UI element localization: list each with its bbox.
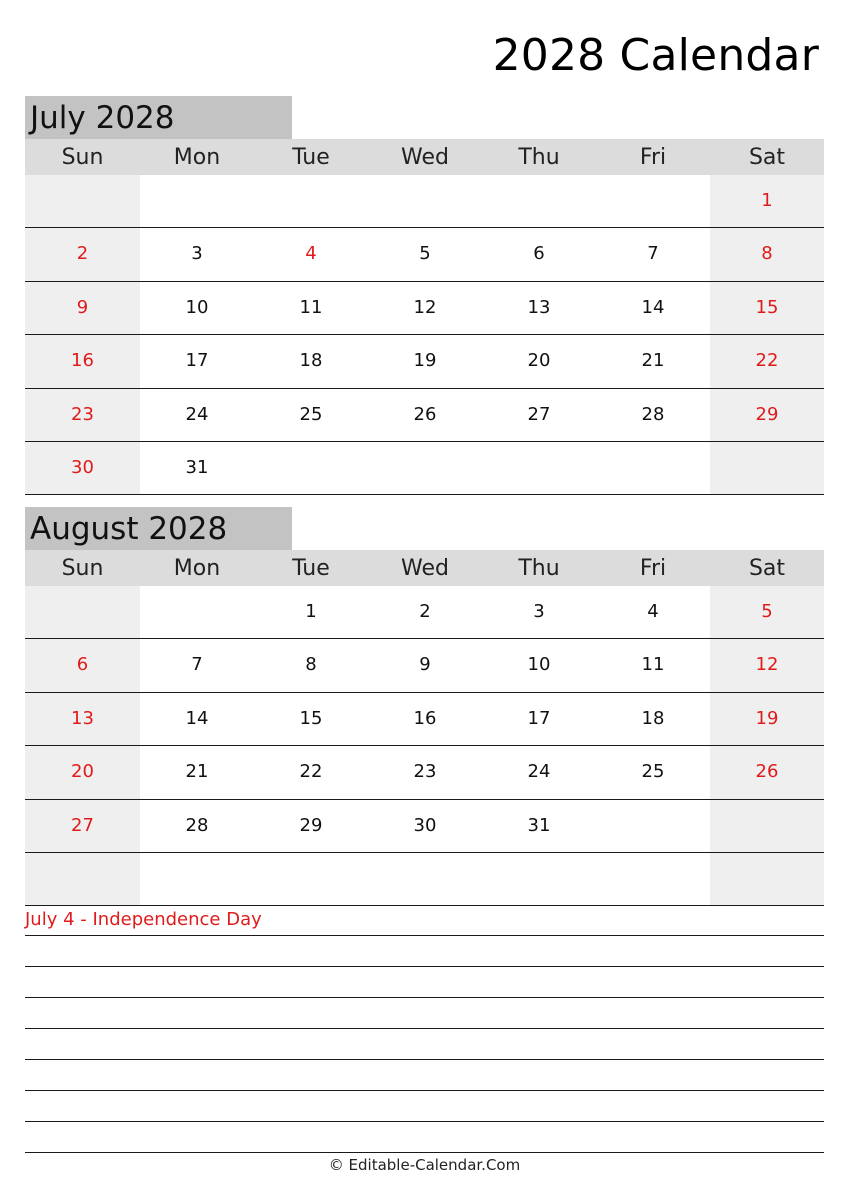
note-line [25, 967, 824, 998]
day-cell [254, 175, 368, 227]
day-cell: 29 [710, 389, 824, 441]
weekday-label: Wed [401, 145, 449, 170]
week-row [25, 228, 824, 281]
day-cell: 9 [25, 282, 140, 334]
weekday-label: Thu [518, 556, 560, 581]
weekday-label: Tue [292, 556, 330, 581]
day-cell: 2 [25, 228, 140, 280]
day-cell: 11 [641, 654, 665, 676]
day-cell: 14 [641, 296, 665, 318]
day-cell [368, 853, 482, 905]
day-cell [140, 175, 254, 227]
day-cell: 30 [413, 814, 437, 836]
day-cell: 29 [299, 814, 323, 836]
day-cell: 21 [641, 350, 665, 372]
day-cell: 31 [527, 814, 551, 836]
day-cell [254, 853, 368, 905]
weekday-label: Mon [173, 145, 221, 170]
day-cell: 12 [710, 639, 824, 691]
day-cell: 8 [305, 654, 317, 676]
week-row [25, 442, 824, 495]
note-line [25, 1060, 824, 1091]
day-cell: 7 [191, 654, 203, 676]
day-cell [596, 442, 710, 494]
weekday-label: Wed [401, 556, 449, 581]
day-cell: 23 [413, 761, 437, 783]
day-cell: 1 [710, 175, 824, 227]
day-cell: 16 [25, 335, 140, 387]
day-cell: 23 [25, 389, 140, 441]
weekday-label: Fri [639, 145, 667, 170]
day-cell: 1 [305, 601, 317, 622]
day-cell: 15 [299, 707, 323, 729]
day-cell: 3 [191, 243, 203, 265]
day-cell [140, 853, 254, 905]
day-cell: 24 [185, 403, 209, 425]
day-cell [596, 853, 710, 905]
day-cell: 26 [710, 746, 824, 798]
day-cell: 7 [647, 243, 659, 265]
note-line [25, 1029, 824, 1060]
month-title: July 2028 [25, 96, 292, 139]
month-july [25, 96, 824, 495]
weekday-label: Mon [173, 556, 221, 581]
weekday-label: Sun [61, 556, 104, 581]
day-cell: 12 [413, 296, 437, 318]
day-cell: 13 [25, 693, 140, 745]
note-line: July 4 - Independence Day [25, 905, 824, 936]
day-cell [25, 175, 140, 227]
day-cell: 10 [185, 296, 209, 318]
day-cell: 27 [25, 800, 140, 852]
day-cell: 6 [25, 639, 140, 691]
weekday-label: Fri [639, 556, 667, 581]
day-cell [368, 175, 482, 227]
note-line [25, 1122, 824, 1153]
week-row [25, 175, 824, 228]
day-cell: 17 [185, 350, 209, 372]
month-title: August 2028 [25, 507, 292, 550]
week-row [25, 746, 824, 799]
weekday-header [25, 139, 824, 175]
month-grid [25, 586, 824, 906]
day-cell: 2 [419, 601, 431, 622]
day-cell [482, 442, 596, 494]
weekday-label: Sat [748, 145, 786, 170]
week-row [25, 693, 824, 746]
day-cell: 14 [185, 707, 209, 729]
week-row [25, 800, 824, 853]
page-title: 2028 Calendar [492, 30, 819, 81]
day-cell: 17 [527, 707, 551, 729]
day-cell [710, 442, 824, 494]
weekday-label: Sun [61, 145, 104, 170]
day-cell: 5 [419, 243, 431, 265]
day-cell [25, 586, 140, 638]
notes-section [25, 905, 824, 1153]
day-cell: 13 [527, 296, 551, 318]
day-cell: 19 [413, 350, 437, 372]
day-cell [25, 853, 140, 905]
day-cell: 31 [185, 456, 209, 478]
day-cell: 24 [527, 761, 551, 783]
day-cell: 26 [413, 403, 437, 425]
day-cell: 4 [647, 601, 659, 622]
day-cell: 18 [641, 707, 665, 729]
month-grid [25, 175, 824, 495]
day-cell: 11 [299, 296, 323, 318]
month-august [25, 507, 824, 906]
day-cell: 28 [185, 814, 209, 836]
footer-credit: © Editable-Calendar.Com [328, 1156, 521, 1174]
day-cell: 22 [710, 335, 824, 387]
week-row [25, 335, 824, 388]
weekday-label: Thu [518, 145, 560, 170]
note-line [25, 1091, 824, 1122]
day-cell: 9 [419, 654, 431, 676]
week-row [25, 586, 824, 639]
week-row [25, 639, 824, 692]
note-line [25, 936, 824, 967]
weekday-label: Sat [748, 556, 786, 581]
day-cell: 20 [25, 746, 140, 798]
day-cell: 4 [305, 243, 317, 265]
day-cell [482, 853, 596, 905]
week-row [25, 853, 824, 906]
note-line [25, 998, 824, 1029]
day-cell: 18 [299, 350, 323, 372]
day-cell [254, 442, 368, 494]
day-cell [710, 853, 824, 905]
day-cell: 8 [710, 228, 824, 280]
day-cell: 15 [710, 282, 824, 334]
day-cell: 16 [413, 707, 437, 729]
day-cell [482, 175, 596, 227]
day-cell [368, 442, 482, 494]
day-cell: 21 [185, 761, 209, 783]
day-cell: 3 [533, 601, 545, 622]
day-cell: 25 [299, 403, 323, 425]
day-cell [710, 800, 824, 852]
day-cell: 19 [710, 693, 824, 745]
day-cell: 5 [710, 586, 824, 638]
day-cell: 30 [25, 442, 140, 494]
day-cell [140, 586, 254, 638]
day-cell: 20 [527, 350, 551, 372]
day-cell: 27 [527, 403, 551, 425]
weekday-label: Tue [292, 145, 330, 170]
day-cell: 25 [641, 761, 665, 783]
weekday-header [25, 550, 824, 586]
day-cell [596, 175, 710, 227]
week-row [25, 282, 824, 335]
day-cell: 28 [641, 403, 665, 425]
week-row [25, 389, 824, 442]
day-cell: 22 [299, 761, 323, 783]
day-cell: 6 [533, 243, 545, 265]
day-cell [596, 800, 710, 852]
day-cell: 10 [527, 654, 551, 676]
